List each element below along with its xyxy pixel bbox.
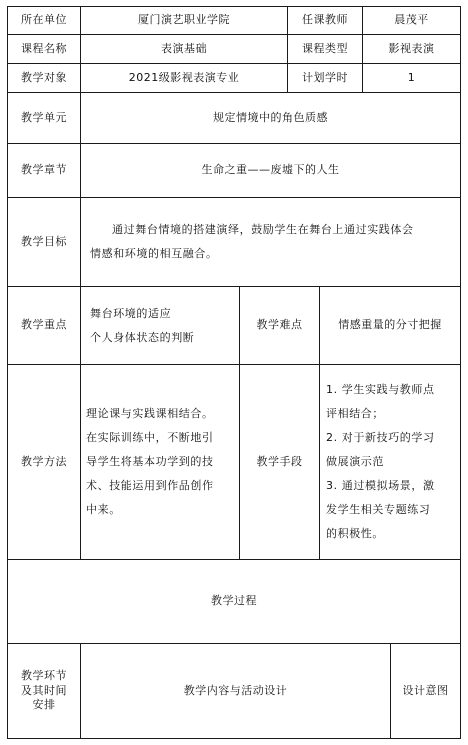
means-line: 的积极性。 <box>326 527 384 540</box>
content-design-label: 教学内容与活动设计 <box>183 683 288 697</box>
design-intent-label: 设计意图 <box>402 683 449 697</box>
target-value: 2021级影视表演专业 <box>128 70 240 84</box>
target-label: 教学对象 <box>21 70 67 84</box>
means-line: 3. 通过模拟场景，激 <box>326 479 435 492</box>
type-label: 课程类型 <box>302 41 348 55</box>
means-line: 发学生相关专题练习 <box>326 503 431 516</box>
key-points-text <box>90 287 238 364</box>
footer-label-line: 安排 <box>32 698 56 712</box>
method-line: 导学生将基本功学到的技 <box>86 455 214 468</box>
teacher-label: 任课教师 <box>302 13 348 27</box>
key-point-line: 个人身体状态的判断 <box>90 330 195 344</box>
teaching-unit-label: 教学单元 <box>21 110 67 124</box>
goal-line: 通过舞台情境的搭建演绎，鼓励学生在舞台上通过实践体会 <box>112 223 414 236</box>
rule-right <box>460 6 461 739</box>
chapter-label: 教学章节 <box>21 163 67 177</box>
footer-label-line: 及其时间 <box>21 683 67 697</box>
difficulty-label: 教学难点 <box>256 318 303 332</box>
course-label: 课程名称 <box>21 41 67 55</box>
process-heading: 教学过程 <box>211 594 257 608</box>
unit-label: 所在单位 <box>21 13 67 27</box>
methods-label: 教学方法 <box>21 454 67 468</box>
method-line: 中来。 <box>86 503 121 516</box>
chapter-value: 生命之重——废墟下的人生 <box>201 163 340 177</box>
key-points-label: 教学重点 <box>21 318 67 332</box>
goal-label: 教学目标 <box>21 234 67 248</box>
type-value: 影视表演 <box>388 41 435 55</box>
teacher-value: 晨茂平 <box>394 13 429 27</box>
method-line: 理论课与实践课相结合。 <box>86 407 214 420</box>
means-text <box>326 365 458 559</box>
course-value: 表演基础 <box>161 41 207 55</box>
goal-line: 情感和环境的相互融合。 <box>90 247 218 260</box>
goal-text <box>90 198 458 286</box>
unit-value: 厦门演艺职业学院 <box>138 13 230 27</box>
method-line: 在实际训练中，不断地引 <box>86 431 214 444</box>
means-line: 1. 学生实践与教师点 <box>326 383 435 396</box>
rule-bottom <box>7 738 461 739</box>
methods-text <box>86 365 238 559</box>
means-line: 2. 对于新技巧的学习 <box>326 431 435 444</box>
means-line: 做展演示范 <box>326 455 384 468</box>
footer-label-line: 教学环节 <box>21 668 67 682</box>
teaching-unit-value: 规定情境中的角色质感 <box>213 110 328 124</box>
key-point-line: 舞台环境的适应 <box>90 306 172 320</box>
hours-value: 1 <box>407 70 416 84</box>
footer-label <box>8 644 80 738</box>
hours-label: 计划学时 <box>302 70 348 84</box>
means-label: 教学手段 <box>256 454 303 468</box>
method-line: 术、技能运用到作品创作 <box>86 479 214 492</box>
difficulty-value: 情感重量的分寸把握 <box>338 318 442 332</box>
means-line: 评相结合； <box>326 407 384 420</box>
